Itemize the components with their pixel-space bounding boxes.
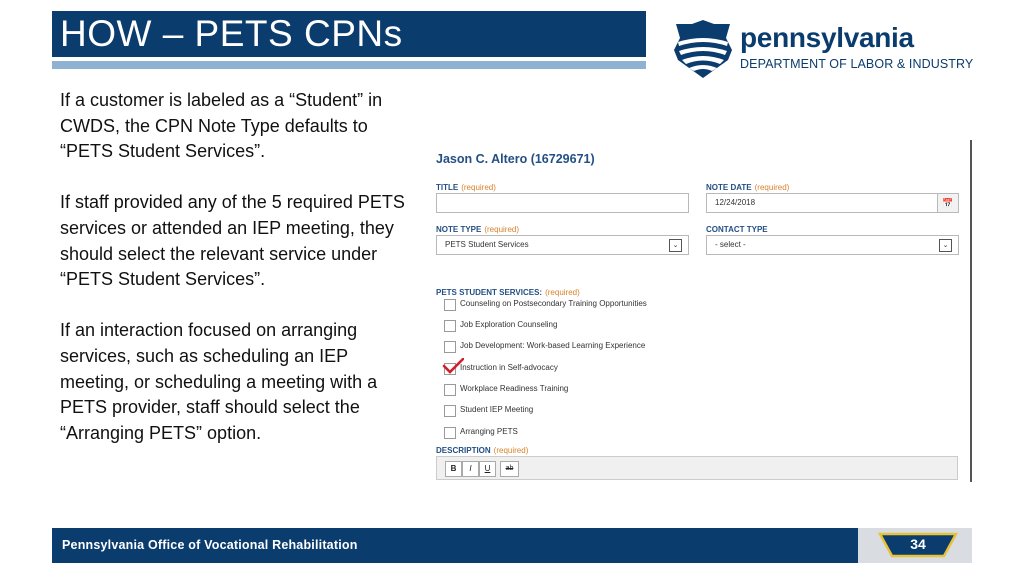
- note-date-label: NOTE DATE (required): [706, 183, 790, 192]
- title-underline: [52, 61, 646, 69]
- checkbox[interactable]: [444, 341, 456, 353]
- checkbox[interactable]: [444, 427, 456, 439]
- footer-bar: [52, 528, 972, 563]
- contact-type-label: CONTACT TYPE: [706, 225, 768, 234]
- service-label: Job Development: Work-based Learning Experience: [460, 341, 646, 350]
- page-number: 34: [910, 536, 926, 552]
- cpn-form-screenshot: [432, 140, 972, 482]
- screenshot-border: [970, 140, 972, 482]
- description-toolbar: [436, 456, 958, 480]
- checkbox[interactable]: [444, 320, 456, 332]
- logo-wordmark: pennsylvania: [740, 22, 914, 53]
- body-text: [60, 88, 420, 472]
- chevron-down-icon: ⌄: [669, 239, 682, 252]
- paragraph-student-default: If a customer is labeled as a “Student” in CWDS, the CPN Note Type defaults to “PETS Student Services”.: [60, 90, 383, 162]
- paragraph-arranging-pets: If an interaction focused on arranging services, such as scheduling an IEP meeting, or scheduling a meeting with a PETS provider, staff should select the “Arranging PETS” option.: [60, 320, 378, 443]
- service-label: Job Exploration Counseling: [460, 320, 558, 329]
- client-name: Jason C. Altero (16729671): [436, 152, 595, 166]
- bold-button[interactable]: B: [445, 461, 462, 477]
- service-label: Counseling on Postsecondary Training Opportunities: [460, 299, 647, 308]
- slide-title: HOW – PETS CPNs: [60, 13, 403, 54]
- note-date-input[interactable]: [706, 193, 959, 213]
- note-type-value: PETS Student Services: [445, 240, 529, 249]
- service-label: Student IEP Meeting: [460, 405, 534, 414]
- checkbox[interactable]: [444, 384, 456, 396]
- checkbox[interactable]: [444, 299, 456, 311]
- underline-button[interactable]: U: [479, 461, 496, 477]
- checkbox[interactable]: [444, 405, 456, 417]
- note-date-value: 12/24/2018: [715, 198, 756, 207]
- logo-subtitle: DEPARTMENT OF LABOR & INDUSTRY: [740, 57, 974, 71]
- note-type-select[interactable]: [436, 235, 689, 255]
- calendar-icon[interactable]: 📅: [937, 194, 958, 212]
- clear-format-button[interactable]: ab: [500, 461, 519, 477]
- service-label: Workplace Readiness Training: [460, 384, 569, 393]
- pa-logo: [672, 20, 982, 80]
- services-label: PETS STUDENT SERVICES: (required): [436, 288, 580, 297]
- italic-button[interactable]: I: [462, 461, 479, 477]
- title-input[interactable]: [436, 193, 689, 213]
- service-label: Arranging PETS: [460, 427, 518, 436]
- title-bar: [52, 11, 646, 57]
- paragraph-required-services: If staff provided any of the 5 required PETS services or attended an IEP meeting, they should select the relevant service under “PETS Student Services”.: [60, 192, 405, 290]
- footer-org: Pennsylvania Office of Vocational Rehabilitation: [62, 538, 358, 552]
- contact-type-value: - select -: [715, 240, 746, 249]
- contact-type-select[interactable]: [706, 235, 959, 255]
- description-label: DESCRIPTION (required): [436, 446, 529, 455]
- keystone-icon: [672, 20, 734, 78]
- title-label: TITLE (required): [436, 183, 496, 192]
- service-label: Instruction in Self-advocacy: [460, 363, 558, 372]
- note-type-label: NOTE TYPE (required): [436, 225, 520, 234]
- chevron-down-icon: ⌄: [939, 239, 952, 252]
